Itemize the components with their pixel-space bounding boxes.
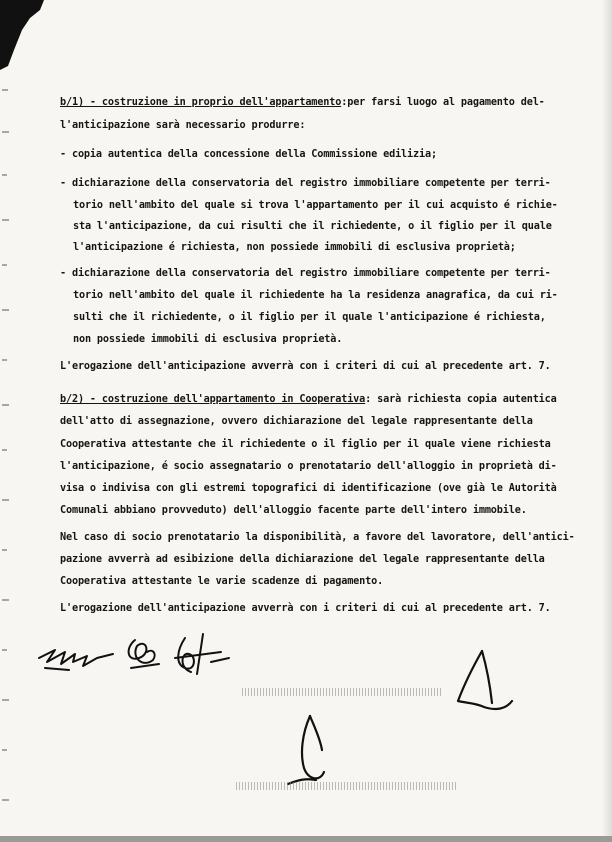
section-b1-item3-line3: sulti che il richiedente, o il figlio per il quale l'anticipazione é richiesta, (73, 312, 546, 323)
section-b2-closing: L'erogazione dell'anticipazione avverrà con i criteri di cui al precedente art. 7. (60, 603, 551, 614)
margin-marks (0, 60, 14, 820)
section-b2-intro-rest: : sarà richiesta copia autentica (365, 394, 557, 405)
scan-shadow-edge (602, 0, 612, 842)
section-b1-intro-line1 (60, 97, 545, 109)
section-b2-para2-line1: Nel caso di socio prenotatario la disponibilità, a favore del lavoratore, dell'antici- (60, 532, 575, 543)
section-b2-line3: l'anticipazione, é socio assegnatario o prenotatario dell'alloggio in proprietà di- (60, 461, 557, 472)
section-b2-line1: dell'atto di assegnazione, ovvero dichiarazione del legale rappresentante della (60, 416, 533, 427)
handwritten-signatures-left (35, 628, 235, 683)
faded-stamp-mark (236, 782, 456, 790)
section-b2-heading: b/2) - costruzione dell'appartamento in Cooperativa (60, 394, 366, 405)
section-b1-item3-line2: torio nell'ambito del quale il richiedente ha la residenza anagrafica, da cui ri- (73, 290, 558, 301)
section-b2-line2: Cooperativa attestante che il richiedente o il figlio per il quale viene richiesta (60, 439, 551, 450)
section-b2-line4: visa o indivisa con gli estremi topografici di identificazione (ove già le Autorità (60, 483, 557, 494)
section-b2-para2-line3: Cooperativa attestante le varie scadenze di pagamento. (60, 576, 384, 587)
section-b1-item2-line4: l'anticipazione é richiesta, non possiede immobili di esclusiva proprietà; (73, 242, 516, 253)
section-b2-line5: Comunali abbiano provveduto) dell'alloggio facente parte dell'intero immobile. (60, 505, 527, 516)
faded-stamp-mark (242, 688, 442, 696)
section-b2-para2-line2: pazione avverrà ad esibizione della dichiarazione del legale rappresentante della (60, 554, 545, 565)
section-b1-item2-line2: torio nell'ambito del quale si trova l'appartamento per il cui acquisto é richie- (73, 200, 558, 211)
handwritten-signature-bottom (280, 710, 340, 790)
section-b1-intro-rest: :per farsi luogo al pagamento del- (341, 97, 545, 108)
section-b1-item3-line4: non possiede immobili di esclusiva proprietà. (73, 334, 343, 345)
section-b1-item1: - copia autentica della concessione della Commissione edilizia; (60, 149, 437, 160)
scan-bottom-edge (0, 836, 612, 842)
section-b1-heading: b/1) - costruzione in proprio dell'appartamento (60, 97, 342, 108)
section-b1-item2-line3: sta l'anticipazione, da cui risulti che il richiedente, o il figlio per il quale (73, 221, 552, 232)
handwritten-signature-right (452, 645, 522, 715)
section-b2-intro-line1 (60, 394, 557, 406)
section-b1-item3-line1: - dichiarazione della conservatoria del registro immobiliare competente per terri- (60, 268, 551, 279)
section-b1-closing: L'erogazione dell'anticipazione avverrà con i criteri di cui al precedente art. 7. (60, 361, 551, 372)
section-b1-intro-line2: l'anticipazione sarà necessario produrre: (60, 120, 306, 131)
section-b1-item2-line1: - dichiarazione della conservatoria del registro immobiliare competente per terri- (60, 178, 551, 189)
